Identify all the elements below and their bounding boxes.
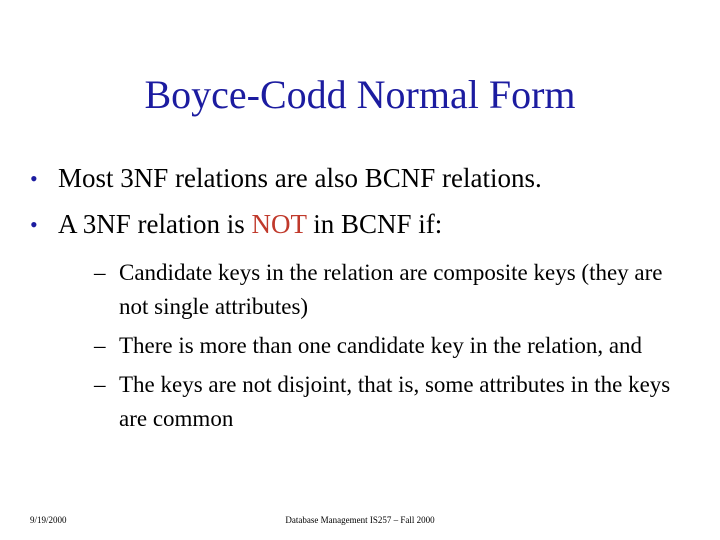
bullet-item (30, 162, 700, 195)
sub-bullet-item (94, 368, 674, 436)
bullet-text-after: in BCNF if: (306, 209, 443, 239)
bullet-marker: • (30, 166, 38, 191)
sub-bullet-item (94, 256, 674, 324)
footer-date: 9/19/2000 (30, 515, 67, 525)
emphasis-text: NOT (251, 209, 307, 239)
sub-bullet-text: The keys are not disjoint, that is, some attributes in the keys are common (119, 372, 671, 431)
dash-marker: – (94, 372, 106, 397)
slide-title: Boyce-Codd Normal Form (144, 72, 576, 117)
bullet-text-before: A 3NF relation is (58, 209, 252, 239)
bullet-marker: • (30, 212, 38, 237)
bullet-text: Most 3NF relations are also BCNF relations. (58, 163, 542, 193)
sub-bullet-text: There is more than one candidate key in the relation, and (119, 333, 643, 358)
sub-bullet-item (94, 329, 674, 363)
footer-course-text: Database Management IS257 – Fall 2000 (285, 515, 435, 525)
bullet-item (30, 208, 700, 241)
sub-bullet-text: Candidate keys in the relation are composite keys (they are not single attributes) (119, 260, 663, 319)
sub-bullet-list (94, 256, 674, 441)
dash-marker: – (94, 333, 106, 358)
dash-marker: – (94, 260, 106, 285)
main-bullet-list (30, 162, 700, 254)
